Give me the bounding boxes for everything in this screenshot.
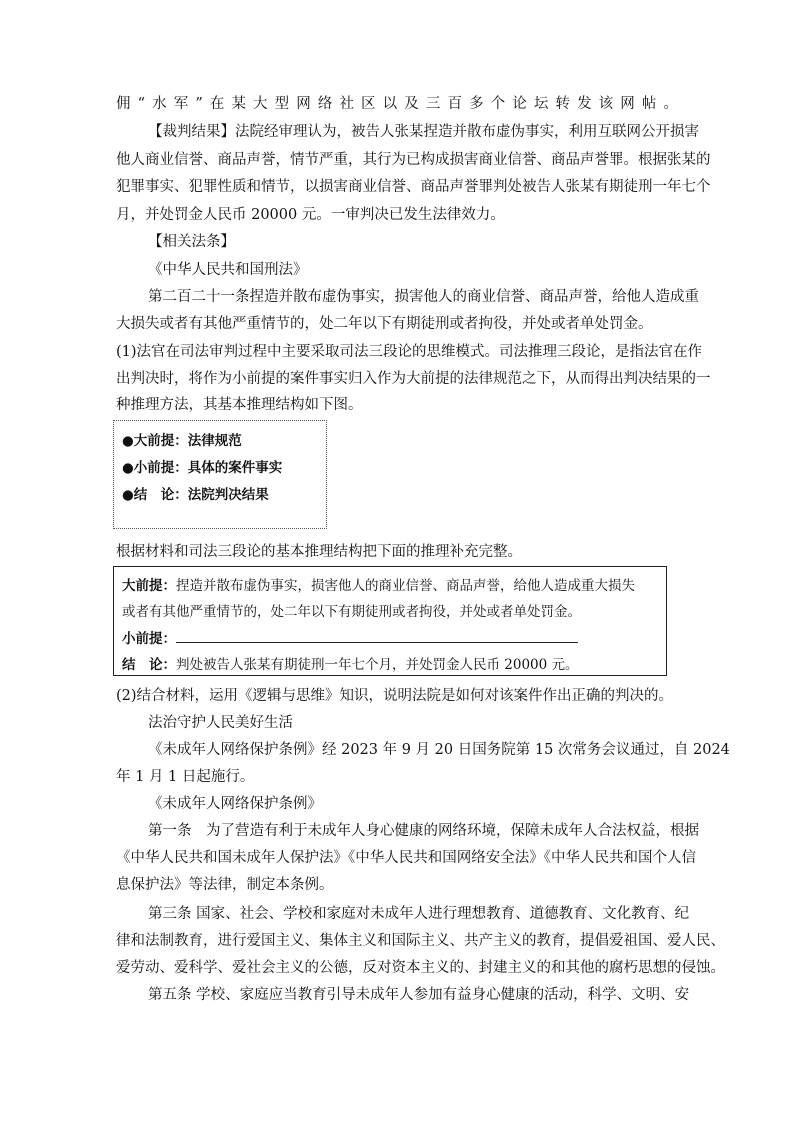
section-heading: 法治守护人民美好生活 (148, 715, 293, 731)
paragraph-line: 第五条 学校、家庭应当教育引导未成年人参加有益身心健康的活动，科学、文明、安 (148, 987, 690, 1003)
law-title: 《中华人民共和国刑法》 (148, 262, 308, 278)
minor-premise-row (122, 627, 578, 647)
reasoning-box (113, 566, 667, 676)
structure-major-premise: ●大前提：法律规范 (122, 433, 242, 449)
paragraph-line: 他人商业信誉、商品声誉，情节严重，其行为已构成损害商业信誉、商品声誉罪。根据张某的 (116, 152, 711, 168)
structure-minor-premise: ●小前提：具体的案件事实 (122, 460, 283, 476)
minor-premise-label: 小前提： (122, 631, 176, 647)
syllogism-structure-box (113, 420, 327, 529)
paragraph-line: 佣“水军”在某大型网络社区以及三百多个论坛转发该网帖。 (116, 96, 678, 112)
major-premise-label: 大前提： (122, 578, 176, 594)
law-title: 《未成年人网络保护条例》 (148, 796, 322, 812)
conclusion-label: 结 论： (122, 657, 176, 673)
paragraph-line: 大损失或者有其他严重情节的，处二年以下有期徒刑或者拘役，并处或者单处罚金。 (116, 316, 653, 332)
paragraph-line: 第二百二十一条捏造并散布虚伪事实，损害他人的商业信誉、商品声誉，给他人造成重 (148, 289, 699, 305)
structure-conclusion: ●结 论：法院判决结果 (122, 487, 269, 503)
paragraph-line: 第三条 国家、社会、学校和家庭对未成年人进行理想教育、道德教育、文化教育、纪 (148, 906, 690, 922)
conclusion-text: 判处被告人张某有期徒刑一年七个月，并处罚金人民币 20000 元。 (176, 657, 579, 673)
major-premise-text: 捏造并散布虚伪事实，损害他人的商业信誉、商品声誉，给他人造成重大损失 (176, 578, 635, 594)
paragraph-line: 月，并处罚金人民币 20000 元。一审判决已发生法律效力。 (116, 207, 505, 223)
paragraph-line: 【裁判结果】法院经审理认为，被告人张某捏造并散布虚伪事实，利用互联网公开损害 (148, 124, 699, 140)
conclusion-row (122, 653, 579, 673)
question-1-line: 种推理方法，其基本推理结构如下图。 (116, 397, 363, 413)
minor-premise-blank[interactable] (176, 630, 578, 643)
major-premise-text-2: 或者有其他严重情节的，处二年以下有期徒刑或者拘役，并处或者单处罚金。 (122, 604, 581, 620)
paragraph-line: 爱劳动、爱科学、爱社会主义的公德，反对资本主义的、封建主义的和其他的腐朽思想的侵蚀。 (116, 960, 725, 976)
paragraph-line: 《中华人民共和国未成年人保护法》《中华人民共和国网络安全法》《中华人民共和国个人信 (116, 850, 696, 866)
instruction-text: 根据材料和司法三段论的基本推理结构把下面的推理补充完整。 (116, 544, 522, 560)
question-2: (2)结合材料，运用《逻辑与思维》知识，说明法院是如何对该案件作出正确的判决的。 (116, 688, 674, 704)
paragraph-line: 年 1 月 1 日起施行。 (116, 769, 255, 785)
paragraph-line: 第一条 为了营造有利于未成年人身心健康的网络环境，保障未成年人合法权益，根据 (148, 823, 699, 839)
major-premise-row (122, 574, 635, 594)
paragraph-line: 《未成年人网络保护条例》经 2023 年 9 月 20 日国务院第 15 次常务会议通过，自 2024 (148, 742, 730, 758)
paragraph-line: 息保护法》等法律，制定本条例。 (116, 877, 334, 893)
paragraph-line: 律和法制教育，进行爱国主义、集体主义和国际主义、共产主义的教育，提倡爱祖国、爱人民、 (116, 933, 725, 949)
paragraph-line: 犯罪事实、犯罪性质和情节，以损害商业信誉、商品声誉罪判处被告人张某有期徒刑一年七个 (116, 179, 711, 195)
section-heading: 【相关法条】 (148, 234, 235, 250)
question-1-line: 出判决时，将作为小前提的案件事实归入作为大前提的法律规范之下，从而得出判决结果的一 (116, 371, 711, 387)
question-1-line: (1)法官在司法审判过程中主要采取司法三段论的思维模式。司法推理三段论，是指法官在作 (116, 344, 703, 360)
